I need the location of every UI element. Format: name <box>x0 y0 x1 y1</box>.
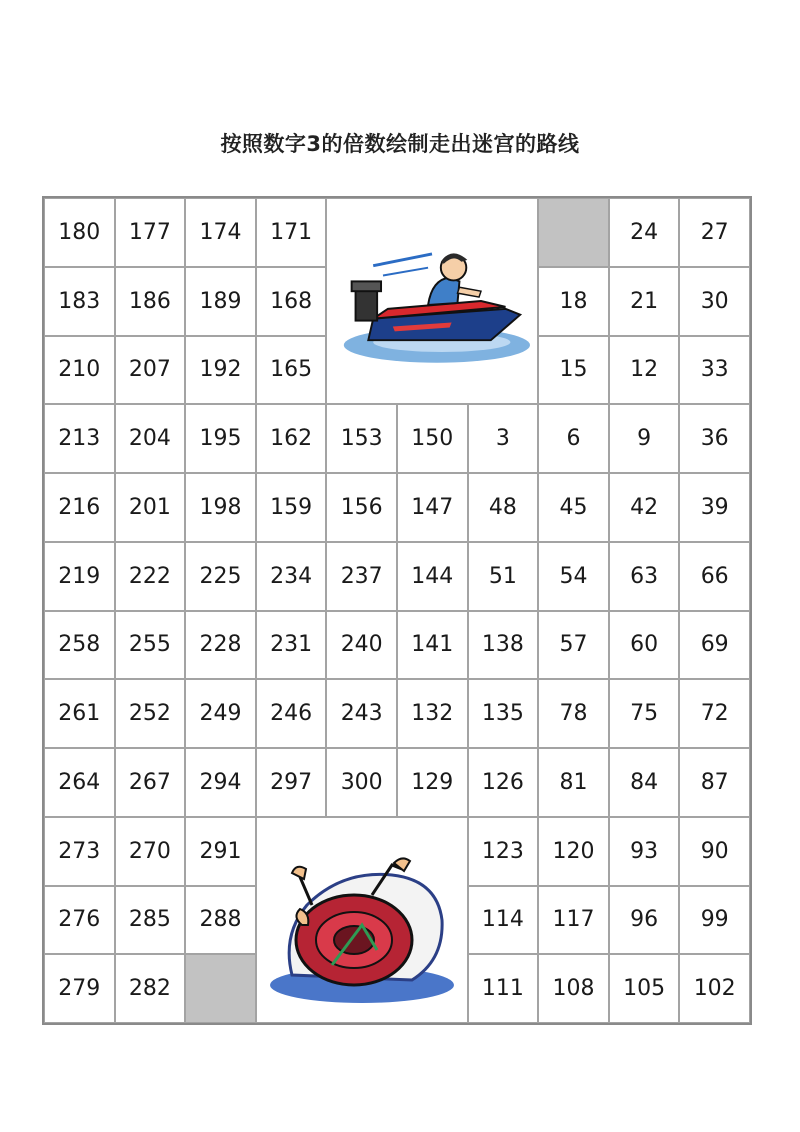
maze-cell[interactable]: 150 <box>397 404 468 473</box>
maze-cell[interactable]: 246 <box>256 679 327 748</box>
maze-cell[interactable]: 117 <box>538 886 609 955</box>
maze-cell[interactable]: 216 <box>44 473 115 542</box>
maze-cell[interactable]: 69 <box>679 611 750 680</box>
maze-cell[interactable]: 219 <box>44 542 115 611</box>
maze-cell[interactable]: 255 <box>115 611 186 680</box>
maze-cell[interactable]: 48 <box>468 473 539 542</box>
maze-cell[interactable]: 75 <box>609 679 680 748</box>
maze-cell[interactable]: 288 <box>185 886 256 955</box>
maze-cell[interactable]: 138 <box>468 611 539 680</box>
maze-cell[interactable]: 96 <box>609 886 680 955</box>
maze-cell[interactable]: 207 <box>115 336 186 405</box>
maze-cell[interactable]: 123 <box>468 817 539 886</box>
maze-cell[interactable]: 183 <box>44 267 115 336</box>
maze-cell[interactable]: 135 <box>468 679 539 748</box>
maze-cell[interactable]: 6 <box>538 404 609 473</box>
maze-cell[interactable]: 60 <box>609 611 680 680</box>
maze-cell[interactable]: 267 <box>115 748 186 817</box>
maze-cell[interactable]: 24 <box>609 198 680 267</box>
maze-cell[interactable]: 9 <box>609 404 680 473</box>
maze-cell[interactable]: 204 <box>115 404 186 473</box>
maze-cell[interactable]: 264 <box>44 748 115 817</box>
maze-cell[interactable]: 111 <box>468 954 539 1023</box>
maze-cell[interactable]: 165 <box>256 336 327 405</box>
maze-cell[interactable]: 282 <box>115 954 186 1023</box>
maze-cell[interactable]: 171 <box>256 198 327 267</box>
maze-cell[interactable]: 300 <box>326 748 397 817</box>
speedboat-driver-icon <box>334 232 530 370</box>
maze-cell[interactable]: 39 <box>679 473 750 542</box>
maze-cell[interactable]: 168 <box>256 267 327 336</box>
maze-cell[interactable]: 249 <box>185 679 256 748</box>
maze-cell[interactable]: 42 <box>609 473 680 542</box>
maze-cell[interactable]: 252 <box>115 679 186 748</box>
maze-cell[interactable]: 57 <box>538 611 609 680</box>
maze-cell[interactable]: 84 <box>609 748 680 817</box>
maze-cell[interactable]: 162 <box>256 404 327 473</box>
maze-cell[interactable]: 87 <box>679 748 750 817</box>
maze-cell[interactable]: 99 <box>679 886 750 955</box>
maze-cell[interactable]: 147 <box>397 473 468 542</box>
maze-cell[interactable]: 3 <box>468 404 539 473</box>
maze-cell[interactable]: 108 <box>538 954 609 1023</box>
maze-cell[interactable]: 279 <box>44 954 115 1023</box>
maze-cell[interactable]: 276 <box>44 886 115 955</box>
maze-cell[interactable]: 195 <box>185 404 256 473</box>
maze-cell[interactable]: 27 <box>679 198 750 267</box>
maze-cell[interactable]: 270 <box>115 817 186 886</box>
maze-cell[interactable]: 243 <box>326 679 397 748</box>
maze-cell[interactable]: 297 <box>256 748 327 817</box>
maze-cell[interactable]: 54 <box>538 542 609 611</box>
maze-cell[interactable]: 132 <box>397 679 468 748</box>
maze-cell[interactable]: 126 <box>468 748 539 817</box>
maze-cell[interactable]: 63 <box>609 542 680 611</box>
blocked-cell[interactable] <box>185 954 256 1023</box>
maze-cell[interactable]: 114 <box>468 886 539 955</box>
maze-cell[interactable]: 234 <box>256 542 327 611</box>
page-title: 按照数字3的倍数绘制走出迷宫的路线 <box>220 132 580 156</box>
maze-cell[interactable]: 174 <box>185 198 256 267</box>
maze-cell[interactable]: 156 <box>326 473 397 542</box>
maze-cell[interactable]: 177 <box>115 198 186 267</box>
maze-cell[interactable]: 231 <box>256 611 327 680</box>
maze-cell[interactable]: 258 <box>44 611 115 680</box>
maze-cell[interactable]: 141 <box>397 611 468 680</box>
maze-cell[interactable]: 93 <box>609 817 680 886</box>
maze-cell[interactable]: 129 <box>397 748 468 817</box>
maze-cell[interactable]: 186 <box>115 267 186 336</box>
maze-cell[interactable]: 201 <box>115 473 186 542</box>
maze-cell[interactable]: 105 <box>609 954 680 1023</box>
blocked-cell[interactable] <box>538 198 609 267</box>
maze-cell[interactable]: 198 <box>185 473 256 542</box>
maze-cell[interactable]: 66 <box>679 542 750 611</box>
maze-cell[interactable]: 15 <box>538 336 609 405</box>
maze-cell[interactable]: 45 <box>538 473 609 542</box>
maze-cell[interactable]: 273 <box>44 817 115 886</box>
maze-cell[interactable]: 291 <box>185 817 256 886</box>
maze-cell[interactable]: 240 <box>326 611 397 680</box>
maze-cell[interactable]: 78 <box>538 679 609 748</box>
maze-cell[interactable]: 294 <box>185 748 256 817</box>
maze-cell[interactable]: 144 <box>397 542 468 611</box>
maze-cell[interactable]: 228 <box>185 611 256 680</box>
speedboat-picture <box>326 198 538 404</box>
maze-cell[interactable]: 180 <box>44 198 115 267</box>
maze-cell[interactable]: 153 <box>326 404 397 473</box>
maze-cell[interactable]: 210 <box>44 336 115 405</box>
maze-cell[interactable]: 36 <box>679 404 750 473</box>
maze-grid <box>42 196 752 1025</box>
maze-cell[interactable]: 189 <box>185 267 256 336</box>
maze-cell[interactable]: 261 <box>44 679 115 748</box>
maze-cell[interactable]: 33 <box>679 336 750 405</box>
maze-cell[interactable]: 90 <box>679 817 750 886</box>
maze-cell[interactable]: 51 <box>468 542 539 611</box>
maze-cell[interactable]: 72 <box>679 679 750 748</box>
maze-cell[interactable]: 120 <box>538 817 609 886</box>
maze-cell[interactable]: 222 <box>115 542 186 611</box>
maze-cell[interactable]: 18 <box>538 267 609 336</box>
maze-cell[interactable]: 237 <box>326 542 397 611</box>
maze-cell[interactable]: 12 <box>609 336 680 405</box>
maze-cell[interactable]: 159 <box>256 473 327 542</box>
maze-cell[interactable]: 102 <box>679 954 750 1023</box>
maze-cell[interactable]: 225 <box>185 542 256 611</box>
maze-cell[interactable]: 285 <box>115 886 186 955</box>
maze-cell[interactable]: 81 <box>538 748 609 817</box>
maze-cell[interactable]: 192 <box>185 336 256 405</box>
tube-rider-picture <box>256 817 468 1023</box>
maze-cell[interactable]: 30 <box>679 267 750 336</box>
inner-tube-rider-icon <box>262 825 462 1015</box>
maze-cell[interactable]: 21 <box>609 267 680 336</box>
maze-cell[interactable]: 213 <box>44 404 115 473</box>
